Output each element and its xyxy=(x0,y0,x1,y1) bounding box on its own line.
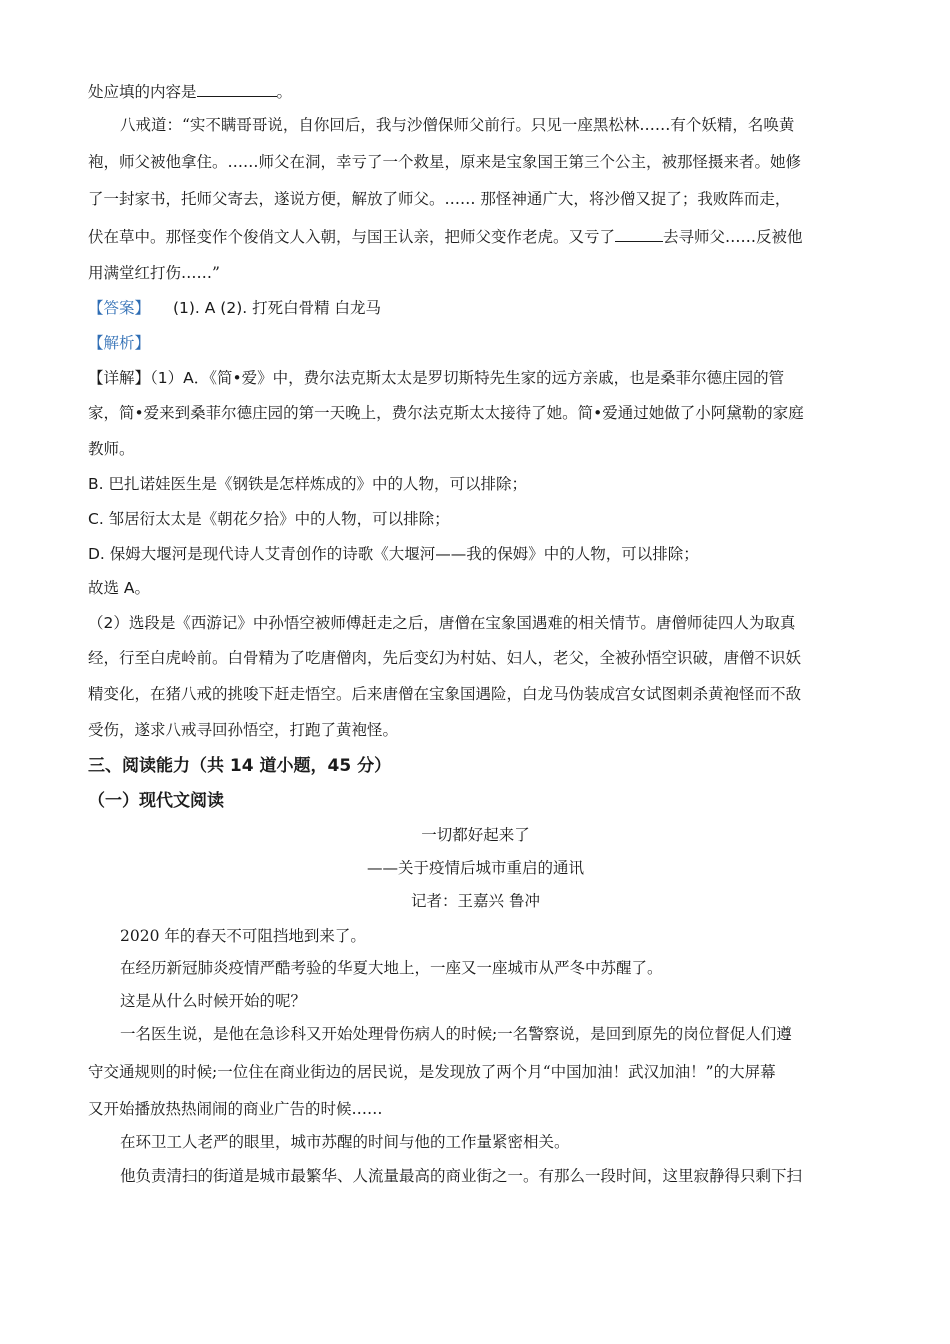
article-paragraph-4-line-2: 守交通规则的时候;一位住在商业街边的居民说，是发现放了两个月“中国加油！武汉加油！”的大屏幕 xyxy=(88,1063,776,1081)
answer-tag: 【答案】 xyxy=(88,299,151,317)
detail-option-c: C. 邹居衍太太是《朝花夕拾》中的人物，可以排除； xyxy=(88,510,450,528)
analysis-tag: 【解析】 xyxy=(88,334,151,352)
passage-blank xyxy=(615,226,663,242)
article-title: 一切都好起来了 xyxy=(421,826,530,844)
passage-line-3: 了一封家书，托师父寄去，遂说方便，解放了师父。…… 那怪神通广大，将沙僧又捉了；我败阵而走， xyxy=(88,190,791,208)
article-paragraph-1: 2020 年的春天不可阻挡地到来了。 xyxy=(120,927,366,945)
detail-line-11: 受伤，遂求八戒寻回孙悟空，打跑了黄袍怪。 xyxy=(88,721,399,739)
detail-line-1: 【详解】（1）A．《简•爱》中，费尔法克斯太太是罗切斯特先生家的远方亲戚，也是桑菲尔德庄园的管 xyxy=(88,369,785,387)
section-heading: 三、阅读能力（共 14 道小题，45 分） xyxy=(88,756,392,776)
passage-line-1: 八戒道：“实不瞒哥哥说，自你回后，我与沙僧保师父前行。只见一座黑松林……有个妖精，名唤黄 xyxy=(120,116,795,134)
detail-line-9: 经，行至白虎岭前。白骨精为了吃唐僧肉，先后变幻为村姑、妇人，老父，全被孙悟空识破，唐僧不识妖 xyxy=(88,649,802,667)
article-byline: 记者：王嘉兴 鲁冲 xyxy=(411,892,540,910)
prompt-end: 。 xyxy=(276,83,293,101)
answer-line xyxy=(88,298,863,318)
detail-line-10: 精变化，在猪八戒的挑唆下赶走悟空。后来唐僧在宝象国遇险，白龙马伪装成宫女试图刺杀黄袍怪而不敌 xyxy=(88,685,802,703)
article-paragraph-2: 在经历新冠肺炎疫情严酷考验的华夏大地上，一座又一座城市从严冬中苏醒了。 xyxy=(120,959,663,977)
article-paragraph-3: 这是从什么时候开始的呢？ xyxy=(120,992,307,1010)
detail-conclusion: 故选 A。 xyxy=(88,579,151,597)
detail-option-d: D. 保姆大堰河是现代诗人艾青创作的诗歌《大堰河——我的保姆》中的人物，可以排除； xyxy=(88,545,699,563)
detail-line-8: （2）选段是《西游记》中孙悟空被师傅赶走之后，唐僧在宝象国遇难的相关情节。唐僧师徒四人为取真 xyxy=(88,614,796,632)
detail-line-2: 家，简•爱来到桑菲尔德庄园的第一天晚上，费尔法克斯太太接待了她。简•爱通过她做了小阿黛勒的家庭 xyxy=(88,404,804,422)
detail-line-3: 教师。 xyxy=(88,440,135,458)
question-prompt-line xyxy=(88,81,863,102)
subsection-heading: （一）现代文阅读 xyxy=(88,791,224,811)
passage-line-5: 用满堂红打伤……” xyxy=(88,264,220,282)
answer-blank xyxy=(197,81,277,97)
article-paragraph-6: 他负责清扫的街道是城市最繁华、人流量最高的商业街之一。有那么一段时间，这里寂静得只剩下扫 xyxy=(120,1167,803,1185)
article-paragraph-5: 在环卫工人老严的眼里，城市苏醒的时间与他的工作量紧密相关。 xyxy=(120,1133,570,1151)
detail-option-b: B. 巴扎诺娃医生是《钢铁是怎样炼成的》中的人物，可以排除； xyxy=(88,475,527,493)
prompt-text: 处应填的内容是 xyxy=(88,83,197,101)
passage-line-4-a: 伏在草中。那怪变作个俊俏文人入朝，与国王认亲，把师父变作老虎。又亏了 xyxy=(88,228,616,246)
passage-line-4-b: 去寻师父……反被他 xyxy=(663,228,803,246)
answer-text: (1). A (2). 打死白骨精 白龙马 xyxy=(172,299,382,317)
passage-line-2: 袍，师父被他拿住。……师父在洞，幸亏了一个救星，原来是宝象国王第三个公主，被那怪摄来者。她修 xyxy=(88,153,802,171)
article-paragraph-4-line-1: 一名医生说，是他在急诊科又开始处理骨伤病人的时候;一名警察说，是回到原先的岗位督促人们遵 xyxy=(120,1025,792,1043)
passage-line-4 xyxy=(88,226,863,247)
article-paragraph-4-line-3: 又开始播放热热闹闹的商业广告的时候…… xyxy=(88,1100,383,1118)
article-subtitle: ——关于疫情后城市重启的通讯 xyxy=(366,859,584,877)
